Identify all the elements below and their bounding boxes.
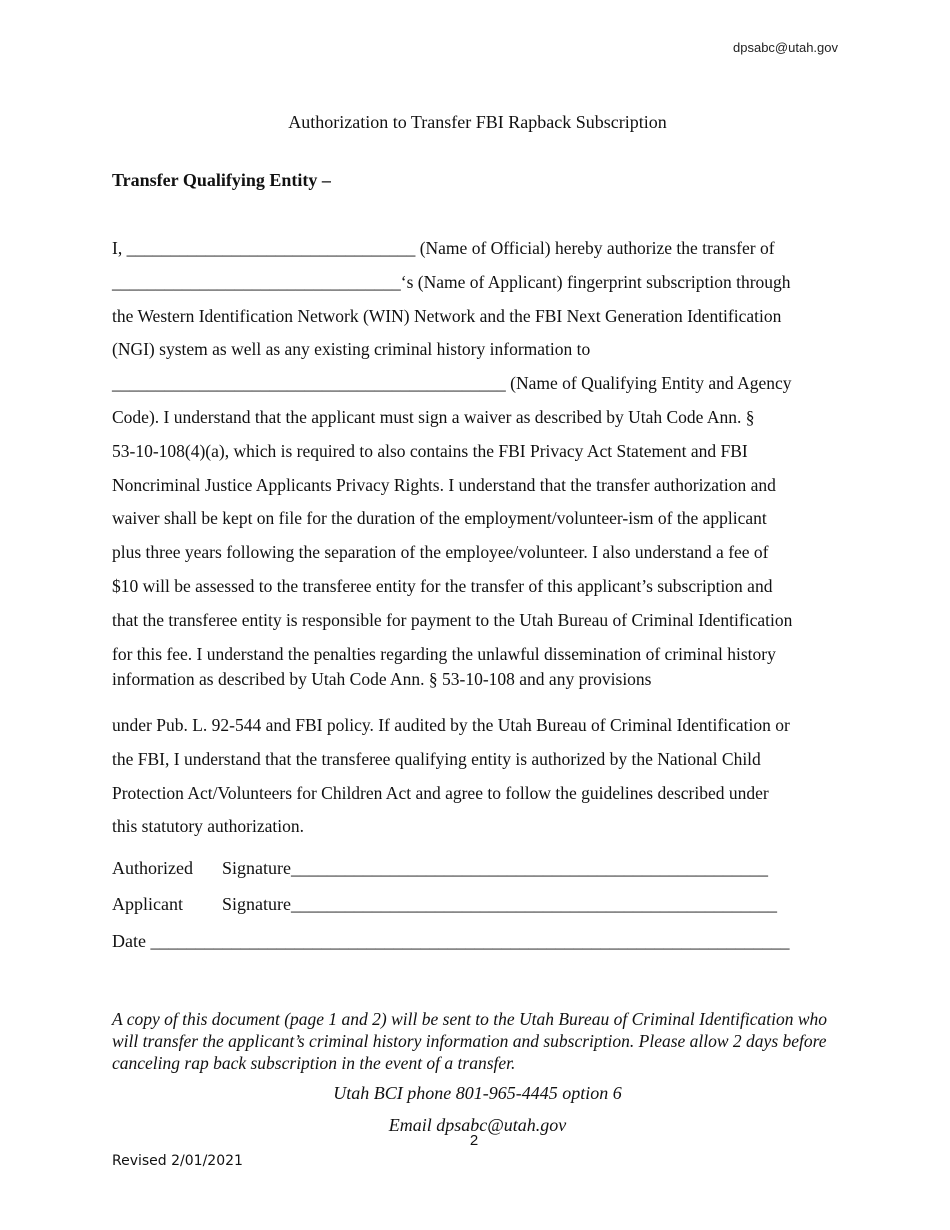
paragraph-line: plus three years following the separation of the employee/volunteer. I also understand a fee of <box>112 542 769 563</box>
paragraph-line: information as described by Utah Code Ann. § 53-10-108 and any provisions <box>112 669 652 689</box>
paragraph-line: this statutory authorization. <box>112 816 304 837</box>
paragraph-line: Code). I understand that the applicant must sign a waiver as described by Utah Code Ann. § <box>112 406 755 427</box>
date-field[interactable]: Date _______________________________________________________________________ <box>112 931 790 951</box>
page-number: 2 <box>469 1132 479 1149</box>
paragraph-line: for this fee. I understand the penalties regarding the unlawful dissemination of criminal history <box>112 643 776 664</box>
paragraph-line: I, _________________________________ (Name of Official) hereby authorize the transfer of <box>112 238 775 258</box>
audit-paragraph <box>112 709 842 844</box>
section-heading: Transfer Qualifying Entity – <box>112 170 331 190</box>
transfer-notice: A copy of this document (page 1 and 2) will be sent to the Utah Bureau of Criminal Identification who will transfer the applicant’s criminal history information and subscription. Please allow 2 days before canceling rap back subscription in the event of a transfer. <box>112 1009 827 1073</box>
authorized-role-label: Authorized <box>112 858 193 878</box>
paragraph-line: Noncriminal Justice Applicants Privacy Rights. I understand that the transfer authorization and <box>112 474 776 495</box>
authorization-paragraph <box>112 232 842 671</box>
applicant-role-label: Applicant <box>112 894 183 914</box>
paragraph-line: the FBI, I understand that the transferee qualifying entity is authorized by the National Child <box>112 748 761 769</box>
authorized-signature-row <box>112 858 768 879</box>
authorization-paragraph-continued <box>112 669 842 689</box>
paragraph-line: 53-10-108(4)(a), which is required to also contains the FBI Privacy Act Statement and FBI <box>112 440 748 461</box>
applicant-signature-row <box>112 894 777 915</box>
revised-date: Revised 2/01/2021 <box>112 1153 243 1169</box>
authorized-signature-field[interactable]: Signature_____________________________________________________ <box>222 858 768 878</box>
paragraph-line: waiver shall be kept on file for the duration of the employment/volunteer-ism of the applicant <box>112 508 767 529</box>
applicant-signature-field[interactable]: Signature______________________________________________________ <box>222 894 777 914</box>
date-row <box>112 931 789 952</box>
paragraph-line: (NGI) system as well as any existing criminal history information to <box>112 339 591 360</box>
header-email: dpsabc@utah.gov <box>733 40 838 55</box>
paragraph-line: that the transferee entity is responsible for payment to the Utah Bureau of Criminal Identification <box>112 609 793 630</box>
document-title: Authorization to Transfer FBI Rapback Subscription <box>288 112 667 132</box>
paragraph-line: _____________________________________________ (Name of Qualifying Entity and Agency <box>112 373 792 394</box>
contact-email: Email dpsabc@utah.gov <box>388 1115 567 1135</box>
paragraph-line: under Pub. L. 92-544 and FBI policy. If audited by the Utah Bureau of Criminal Identification or <box>112 715 790 735</box>
paragraph-line: $10 will be assessed to the transferee entity for the transfer of this applicant’s subscription and <box>112 575 773 596</box>
paragraph-line: the Western Identification Network (WIN) Network and the FBI Next Generation Identification <box>112 305 782 326</box>
contact-phone: Utah BCI phone 801-965-4445 option 6 <box>333 1083 622 1103</box>
paragraph-line: _________________________________‘s (Name of Applicant) fingerprint subscription through <box>112 271 791 292</box>
paragraph-line: Protection Act/Volunteers for Children Act and agree to follow the guidelines described under <box>112 782 769 803</box>
